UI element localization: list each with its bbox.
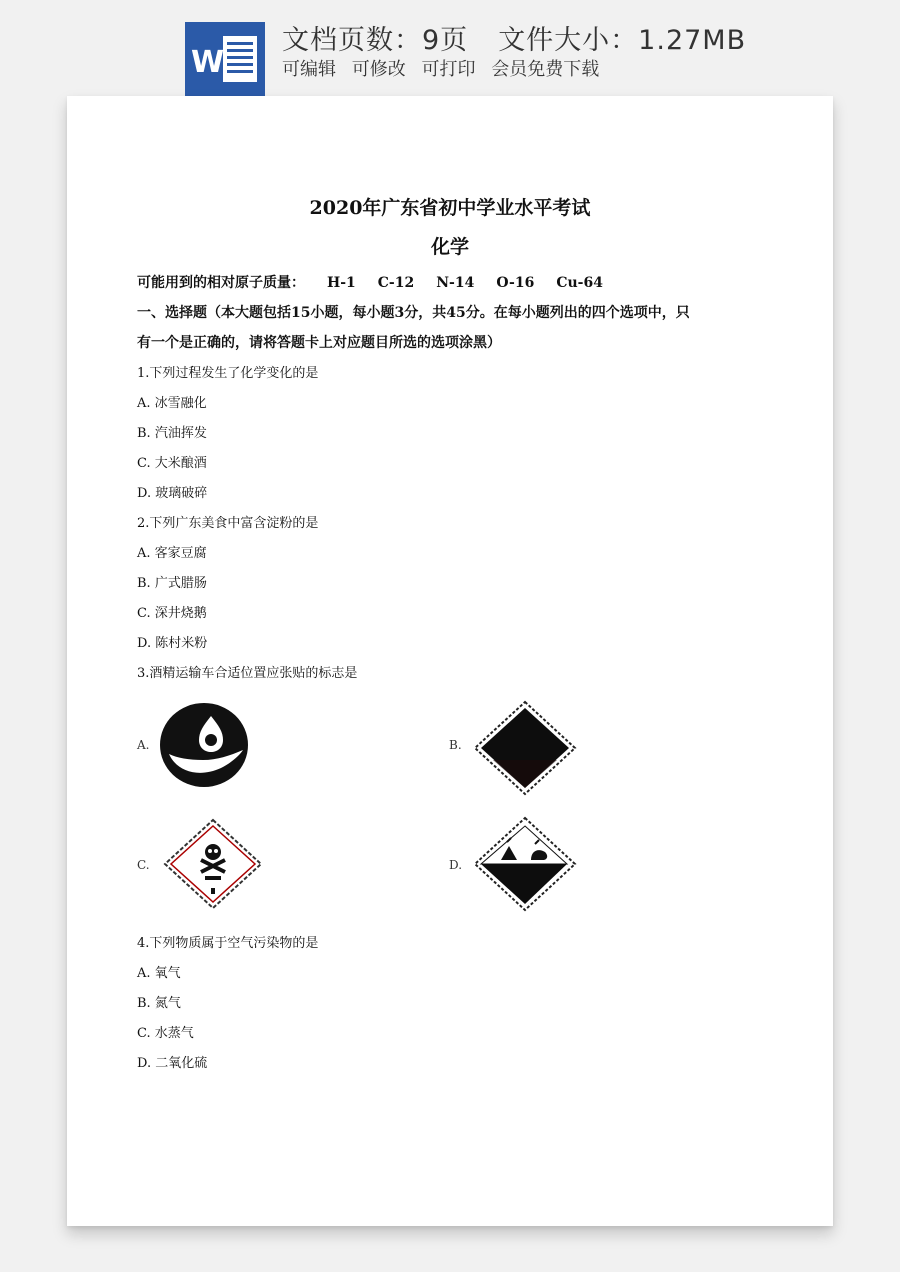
atomic-mass-c: C-12 xyxy=(377,275,415,291)
question-2-stem: 2.下列广东美食中富含淀粉的是 xyxy=(137,516,319,531)
question-2-option-d: D. 陈村米粉 xyxy=(137,636,208,651)
question-4-option-a: A. 氧气 xyxy=(137,966,181,981)
word-document-icon xyxy=(185,22,265,96)
exam-title: 2020年广东省初中学业水平考试 xyxy=(309,197,591,219)
download-banner xyxy=(0,0,900,100)
document-page xyxy=(67,96,833,1226)
question-3-option-c-label: C. xyxy=(137,858,150,872)
question-2-option-b: B. 广式腊肠 xyxy=(137,576,207,591)
feature-member-download: 会员免费下载 xyxy=(491,59,600,80)
question-3-option-a-label: A. xyxy=(137,738,150,752)
page-count: 文档页数：9页 xyxy=(282,25,469,56)
question-1-option-b: B. 汽油挥发 xyxy=(137,426,207,441)
exam-subject: 化学 xyxy=(430,236,469,258)
question-4-option-c: C. 水蒸气 xyxy=(137,1026,194,1041)
section-heading-line2: 有一个是正确的，请将答题卡上对应题目所选的选项涂黑） xyxy=(137,335,501,351)
atomic-mass-cu: Cu-64 xyxy=(556,275,603,291)
flammable-liquid-diamond-icon xyxy=(473,700,577,796)
file-size: 文件大小：1.27MB xyxy=(498,25,747,56)
question-2-option-c: C. 深井烧鹅 xyxy=(137,606,207,621)
atomic-mass-o: O-16 xyxy=(496,275,535,291)
question-4-option-b: B. 氮气 xyxy=(137,996,181,1011)
feature-editable: 可编辑 xyxy=(282,59,336,80)
toxic-substance-diamond-icon xyxy=(161,818,265,918)
question-1-option-c: C. 大米酿酒 xyxy=(137,456,207,471)
feature-modifiable: 可修改 xyxy=(351,59,406,80)
section-heading-line1: 一、选择题（本大题包括15小题，每小题3分，共45分。在每小题列出的四个选项中，只 xyxy=(137,305,690,321)
word-icon-letter: W xyxy=(191,45,225,80)
atomic-mass-n: N-14 xyxy=(436,275,475,291)
atomic-mass-label: 可能用到的相对原子质量： xyxy=(137,275,305,291)
atomic-mass-line xyxy=(137,272,603,292)
banner-doc-info xyxy=(282,18,746,57)
question-4-stem: 4.下列物质属于空气污染物的是 xyxy=(137,936,319,951)
question-3-stem: 3.酒精运输车合适位置应张贴的标志是 xyxy=(137,666,358,681)
question-1-option-a: A. 冰雪融化 xyxy=(137,396,207,411)
atomic-mass-h: H-1 xyxy=(327,275,356,291)
question-3-option-d-label: D. xyxy=(449,858,463,872)
water-drop-symbol-icon xyxy=(159,702,249,788)
question-1-stem: 1.下列过程发生了化学变化的是 xyxy=(137,366,319,381)
question-1-option-d: D. 玻璃破碎 xyxy=(137,486,208,501)
question-2-option-a: A. 客家豆腐 xyxy=(137,546,207,561)
question-3-option-b-label: B. xyxy=(449,738,462,752)
question-4-option-d: D. 二氧化硫 xyxy=(137,1056,208,1071)
feature-printable: 可打印 xyxy=(421,59,476,80)
banner-features xyxy=(282,55,609,81)
corrosive-substance-diamond-icon xyxy=(473,816,577,912)
